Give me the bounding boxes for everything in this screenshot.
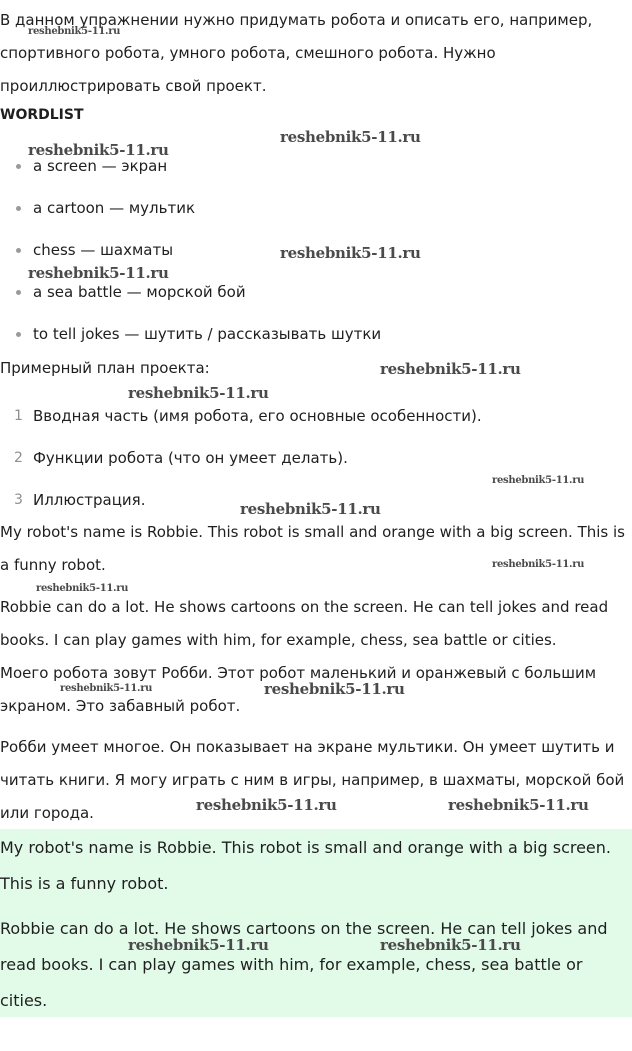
wordlist-item-text: a screen — экран <box>33 157 168 175</box>
watermark: reshebnik5-11.ru <box>60 683 153 694</box>
list-item <box>0 403 620 445</box>
watermark: reshebnik5-11.ru <box>128 936 269 954</box>
list-number: 3 <box>14 492 23 508</box>
watermark: reshebnik5-11.ru <box>240 500 381 518</box>
plan-item-text: Вводная часть (имя робота, его основные особенности). <box>33 407 482 425</box>
wordlist-item-text: chess — шахматы <box>33 241 174 259</box>
wordlist-heading: WORDLIST <box>0 107 84 123</box>
watermark: reshebnik5-11.ru <box>492 475 585 486</box>
watermark: reshebnik5-11.ru <box>380 360 521 378</box>
bullet-icon <box>16 290 21 295</box>
watermark: reshebnik5-11.ru <box>196 796 337 814</box>
bullet-icon <box>16 164 21 169</box>
example-en-paragraph-2: Robbie can do a lot. He shows cartoons on the screen. He can tell jokes and read books. I can play games with him, for example, chess, sea battle or cities. <box>0 598 609 649</box>
watermark: reshebnik5-11.ru <box>380 936 521 954</box>
plan-title: Примерный план проекта: <box>0 359 210 377</box>
plan-item-text: Функции робота (что он умеет делать). <box>33 449 348 467</box>
bullet-icon <box>16 332 21 337</box>
list-item <box>0 153 620 195</box>
watermark: reshebnik5-11.ru <box>28 26 121 37</box>
example-ru-paragraph-2: Робби умеет многое. Он показывает на экране мультики. Он умеет шутить и читать книги. Я могу играть с ним в игры, например, в шахматы, морской бой или города. <box>0 738 625 822</box>
answer-box <box>0 829 632 1017</box>
watermark: reshebnik5-11.ru <box>280 128 421 146</box>
list-number: 2 <box>14 450 23 466</box>
watermark: reshebnik5-11.ru <box>28 141 169 159</box>
bullet-icon <box>16 206 21 211</box>
answer-paragraph-2: Robbie can do a lot. He shows cartoons on the screen. He can tell jokes and read books. I can play games with him, for example, chess, sea battle or cities. <box>0 919 608 1010</box>
watermark: reshebnik5-11.ru <box>280 244 421 262</box>
wordlist-item-text: a sea battle — морской бой <box>33 283 246 301</box>
watermark: reshebnik5-11.ru <box>492 559 585 570</box>
plan-item-text: Иллюстрация. <box>33 491 146 509</box>
wordlist-item-text: a cartoon — мультик <box>33 199 196 217</box>
list-item <box>0 279 620 321</box>
wordlist-item-text: to tell jokes — шутить / рассказывать шутки <box>33 325 382 343</box>
watermark: reshebnik5-11.ru <box>128 384 269 402</box>
answer-paragraph-1: My robot's name is Robbie. This robot is small and orange with a big screen. This is a funny robot. <box>0 838 611 893</box>
example-ru-paragraph-1: Моего робота зовут Робби. Этот робот маленький и оранжевый с большим экраном. Это забавный робот. <box>0 664 597 715</box>
watermark: reshebnik5-11.ru <box>264 680 405 698</box>
watermark: reshebnik5-11.ru <box>448 796 589 814</box>
task-intro: В данном упражнении нужно придумать робота и описать его, например, спортивного робота, умного робота, смешного робота. Нужно проиллюстрировать свой проект. <box>0 11 593 95</box>
watermark: reshebnik5-11.ru <box>36 583 129 594</box>
list-item <box>0 195 620 237</box>
list-number: 1 <box>14 408 23 424</box>
bullet-icon <box>16 248 21 253</box>
example-en-paragraph-1: My robot's name is Robbie. This robot is small and orange with a big screen. This is a funny robot. <box>0 523 625 574</box>
watermark: reshebnik5-11.ru <box>28 264 169 282</box>
